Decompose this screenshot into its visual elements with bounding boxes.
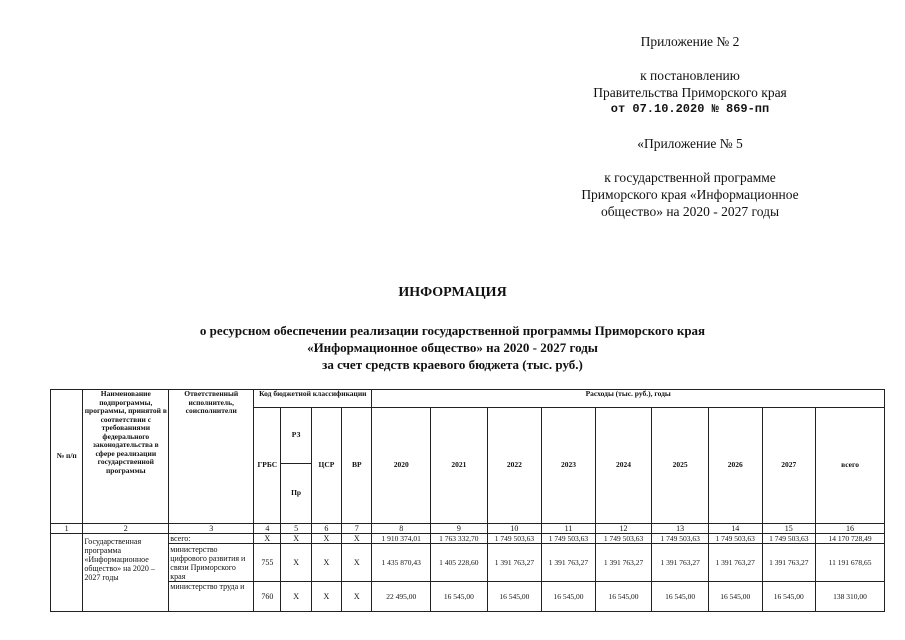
value-cell: 16 545,00 — [652, 582, 709, 612]
appendix-header — [540, 33, 840, 220]
value-cell: 16 545,00 — [487, 582, 542, 612]
col-number: 8 — [372, 524, 431, 534]
executor-cell: министерство труда и — [169, 582, 254, 612]
header-budget-code: Код бюджетной классификации — [254, 390, 372, 408]
table-row — [51, 534, 885, 544]
header-vr: ВР — [342, 408, 372, 524]
value-cell: 1 910 374,01 — [372, 534, 431, 544]
col-number: 12 — [595, 524, 652, 534]
header-year-2021: 2021 — [431, 408, 488, 524]
value-cell: 1 763 332,70 — [431, 534, 488, 544]
decree-stamp: от 07.10.2020 № 869-пп — [610, 102, 770, 116]
value-cell: 1 749 503,63 — [762, 534, 816, 544]
header-grbs: ГРБС — [254, 408, 281, 524]
subtitle-line-1: о ресурсном обеспечении реализации государственной программы Приморского края — [199, 323, 706, 338]
col-number: 4 — [254, 524, 281, 534]
header-year-2023: 2023 — [542, 408, 596, 524]
program-line-1: Приморского края «Информационное — [581, 187, 799, 202]
executor-cell: министерство цифрового развития и связи Приморского края — [169, 544, 254, 582]
appendix-2-label: Приложение № 2 — [640, 34, 740, 49]
header-pr: Пр — [281, 464, 311, 524]
header-year-2027: 2027 — [762, 408, 816, 524]
header-program-name: Наименование подпрограммы, программы, принятой в соответствии с требованиями федерального законодательства в сфере реализации государственной программы — [83, 390, 169, 524]
value-cell: 16 545,00 — [762, 582, 816, 612]
col-number: 14 — [708, 524, 762, 534]
rz-cell: Х — [281, 544, 311, 582]
col-number: 16 — [816, 524, 885, 534]
value-cell: 1 749 503,63 — [542, 534, 596, 544]
grbs-cell: Х — [254, 534, 281, 544]
row-num-cell — [51, 534, 83, 612]
government-label: Правительства Приморского края — [593, 85, 787, 100]
vr-cell: Х — [342, 534, 372, 544]
value-cell: 1 405 228,60 — [431, 544, 488, 582]
subtitle-line-3: за счет средств краевого бюджета (тыс. руб.) — [322, 357, 583, 372]
csr-cell: Х — [311, 544, 341, 582]
col-number: 7 — [342, 524, 372, 534]
col-number: 9 — [431, 524, 488, 534]
header-expenses: Расходы (тыс. руб.), годы — [372, 390, 885, 408]
header-year-2020: 2020 — [372, 408, 431, 524]
document-subtitle — [100, 322, 805, 373]
value-cell: 1 391 763,27 — [708, 544, 762, 582]
grbs-cell: 760 — [254, 582, 281, 612]
header-year-2022: 2022 — [487, 408, 542, 524]
rz-cell: Х — [281, 582, 311, 612]
header-year-2025: 2025 — [652, 408, 709, 524]
value-cell: 1 749 503,63 — [487, 534, 542, 544]
value-cell: 14 170 728,49 — [816, 534, 885, 544]
header-year-2024: 2024 — [595, 408, 652, 524]
col-number: 3 — [169, 524, 254, 534]
program-name-cell: Государственная программа «Информационное общество» на 2020 – 2027 годы — [83, 534, 169, 612]
program-line-2: общество» на 2020 - 2027 годы — [600, 204, 780, 219]
vr-cell: Х — [342, 544, 372, 582]
column-number-row — [51, 524, 885, 534]
csr-cell: Х — [311, 534, 341, 544]
header-executor: Ответственный исполнитель, соисполнители — [169, 390, 254, 524]
value-cell: 1 749 503,63 — [652, 534, 709, 544]
value-cell: 16 545,00 — [595, 582, 652, 612]
value-cell: 11 191 678,65 — [816, 544, 885, 582]
value-cell: 1 391 763,27 — [762, 544, 816, 582]
vr-cell: Х — [342, 582, 372, 612]
executor-cell: всего: — [169, 534, 254, 544]
value-cell: 1 749 503,63 — [595, 534, 652, 544]
appendix-5-label: «Приложение № 5 — [637, 136, 743, 151]
col-number: 1 — [51, 524, 83, 534]
table-row — [51, 544, 885, 582]
header-year-2026: 2026 — [708, 408, 762, 524]
col-number: 10 — [487, 524, 542, 534]
value-cell: 16 545,00 — [708, 582, 762, 612]
value-cell: 1 749 503,63 — [708, 534, 762, 544]
col-number: 13 — [652, 524, 709, 534]
grbs-cell: 755 — [254, 544, 281, 582]
value-cell: 138 310,00 — [816, 582, 885, 612]
table-row — [51, 582, 885, 612]
col-number: 6 — [311, 524, 341, 534]
col-number: 15 — [762, 524, 816, 534]
csr-cell: Х — [311, 582, 341, 612]
value-cell: 22 495,00 — [372, 582, 431, 612]
value-cell: 16 545,00 — [431, 582, 488, 612]
value-cell: 1 435 870,43 — [372, 544, 431, 582]
header-total: всего — [816, 408, 885, 524]
header-csr: ЦСР — [311, 408, 341, 524]
to-program-label: к государственной программе — [604, 170, 776, 185]
rz-cell: Х — [281, 534, 311, 544]
document-title: ИНФОРМАЦИЯ — [398, 285, 507, 300]
header-rz: РЗ — [281, 408, 311, 464]
col-number: 11 — [542, 524, 596, 534]
col-number: 5 — [281, 524, 311, 534]
header-num: № п/п — [51, 390, 83, 524]
value-cell: 1 391 763,27 — [652, 544, 709, 582]
resource-table — [50, 389, 885, 612]
col-number: 2 — [83, 524, 169, 534]
subtitle-line-2: «Информационное общество» на 2020 - 2027 годы — [307, 340, 598, 355]
value-cell: 1 391 763,27 — [595, 544, 652, 582]
value-cell: 16 545,00 — [542, 582, 596, 612]
value-cell: 1 391 763,27 — [487, 544, 542, 582]
value-cell: 1 391 763,27 — [542, 544, 596, 582]
to-resolution-label: к постановлению — [640, 68, 740, 83]
